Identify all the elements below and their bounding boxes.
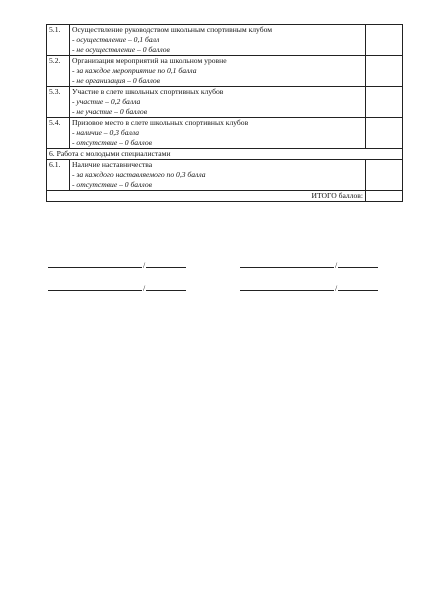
- signature-blank[interactable]: [240, 282, 334, 291]
- criterion-option: - не участие – 0 баллов: [72, 107, 147, 116]
- slash-separator: /: [335, 284, 338, 293]
- row-number: 5.1.: [47, 25, 70, 56]
- criterion-title: Организация мероприятий на школьном уровне: [72, 56, 227, 65]
- signature-line-1-left: [48, 259, 186, 271]
- criterion-cell: [70, 87, 366, 118]
- section-title: 6. Работа с молодыми специалистами: [47, 149, 403, 160]
- signature-blank[interactable]: [240, 259, 334, 268]
- table-row: [47, 56, 403, 87]
- row-number: 5.2.: [47, 56, 70, 87]
- slash-separator: /: [143, 261, 146, 270]
- criterion-option: - за каждое мероприятие по 0,1 балла: [72, 66, 197, 75]
- criterion-cell: [70, 25, 366, 56]
- signature-line-2-right: [240, 282, 378, 294]
- criterion-title: Наличие наставничества: [72, 160, 153, 169]
- score-cell[interactable]: [366, 56, 403, 87]
- signature-blank[interactable]: [48, 259, 142, 268]
- total-label: ИТОГО баллов:: [47, 191, 366, 202]
- table-row: [47, 25, 403, 56]
- signature-blank[interactable]: [48, 282, 142, 291]
- criterion-option: - не организация – 0 баллов: [72, 76, 160, 85]
- name-blank[interactable]: [146, 259, 186, 268]
- score-cell[interactable]: [366, 87, 403, 118]
- criterion-cell: [70, 118, 366, 149]
- slash-separator: /: [335, 261, 338, 270]
- signature-line-2-left: [48, 282, 186, 294]
- slash-separator: /: [143, 284, 146, 293]
- section-header-row: [47, 149, 403, 160]
- criterion-option: - осуществление – 0,1 балл: [72, 35, 160, 44]
- table-row: [47, 118, 403, 149]
- row-number: 5.3.: [47, 87, 70, 118]
- row-number: 6.1.: [47, 160, 70, 191]
- score-cell[interactable]: [366, 25, 403, 56]
- criterion-option: - отсутствие – 0 баллов: [72, 138, 152, 147]
- name-blank[interactable]: [338, 282, 378, 291]
- table-row: [47, 160, 403, 191]
- score-cell[interactable]: [366, 160, 403, 191]
- criterion-title: Призовое место в слете школьных спортивных клубов: [72, 118, 249, 127]
- total-score-cell[interactable]: [366, 191, 403, 202]
- criterion-option: - участие – 0,2 балла: [72, 97, 141, 106]
- criterion-cell: [70, 56, 366, 87]
- criterion-cell: [70, 160, 366, 191]
- criterion-option: - за каждого наставляемого по 0,3 балла: [72, 170, 206, 179]
- score-cell[interactable]: [366, 118, 403, 149]
- row-number: 5.4.: [47, 118, 70, 149]
- score-table: [46, 24, 403, 202]
- table-row: [47, 87, 403, 118]
- name-blank[interactable]: [146, 282, 186, 291]
- criterion-title: Участие в слете школьных спортивных клубов: [72, 87, 224, 96]
- signature-line-1-right: [240, 259, 378, 271]
- criterion-option: - не осуществление – 0 баллов: [72, 45, 170, 54]
- criterion-option: - наличие – 0,3 балла: [72, 128, 140, 137]
- name-blank[interactable]: [338, 259, 378, 268]
- criterion-option: - отсутствие – 0 баллов: [72, 180, 152, 189]
- criterion-title: Осуществление руководством школьным спортивным клубом: [72, 25, 273, 34]
- total-row: [47, 191, 403, 202]
